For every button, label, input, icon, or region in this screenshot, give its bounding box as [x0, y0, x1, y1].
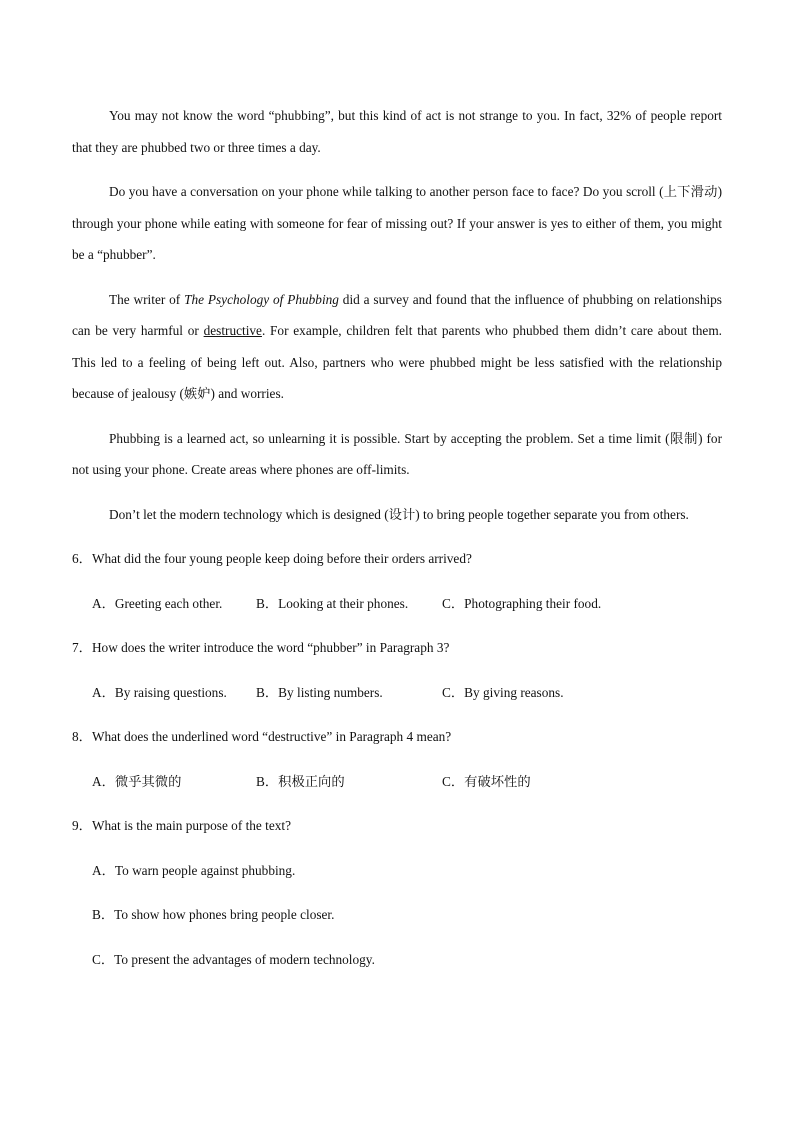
question-number: 6．	[72, 551, 92, 566]
option-b: B．积极正向的	[256, 773, 345, 789]
paragraph-3-lead: The writer of	[109, 291, 185, 307]
question-6-options	[72, 588, 722, 620]
option-b: B．To show how phones bring people closer.	[92, 907, 335, 922]
passage-paragraph-3	[72, 284, 722, 410]
question-8	[72, 721, 722, 753]
question-6	[72, 543, 722, 575]
passage-paragraph-1: You may not know the word “phubbing”, but this kind of act is not strange to you. In fact, 32% of people report that they are phubbed two or three times a day.	[72, 108, 722, 155]
option-a: A．By raising questions.	[92, 684, 227, 700]
question-7	[72, 632, 722, 664]
question-text: What is the main purpose of the text?	[91, 818, 291, 833]
option-c: C．有破坏性的	[442, 773, 531, 789]
question-7-options	[72, 677, 722, 709]
option-c: C．By giving reasons.	[442, 684, 564, 700]
option-a: A．Greeting each other.	[92, 595, 223, 611]
paragraph-3-middle: did a survey and found that the influence of phubbing on relationships can be very harmful or	[72, 291, 722, 338]
question-number: 8．	[72, 729, 92, 744]
question-number: 9．	[72, 818, 92, 833]
question-text: What does the underlined word “destructive” in Paragraph 4 mean?	[91, 729, 452, 744]
passage-paragraph-2: Do you have a conversation on your phone while talking to another person face to face? Do you scroll (上下滑动) through your phone while eating with someone for fear of missing out? If your answer is yes to either of them, you might be a “phubber”.	[72, 184, 722, 262]
document-page	[72, 100, 722, 988]
passage-paragraph-4: Phubbing is a learned act, so unlearning it is possible. Start by accepting the problem. Set a time limit (限制) for not using your phone. Create areas where phones are off-limits.	[72, 430, 722, 477]
question-9	[72, 810, 722, 842]
underlined-word: destructive	[203, 323, 262, 338]
question-8-options	[72, 766, 722, 798]
passage-paragraph-5: Don’t let the modern technology which is designed (设计) to bring people together separate you from others.	[109, 506, 689, 522]
option-c: C．To present the advantages of modern technology.	[92, 951, 375, 967]
book-title: The Psychology of Phubbing	[184, 291, 339, 307]
option-c: C．Photographing their food.	[442, 595, 602, 611]
paragraph-3-tail: . For example, children felt that parents who phubbed them didn’t care about them. This led to a feeling of being left out. Also, partners who were phubbed might be less satisfied with the relationship because of jealousy (嫉妒) and worries.	[72, 323, 722, 401]
question-text: What did the four young people keep doing before their orders arrived?	[91, 551, 472, 566]
option-a: A．To warn people against phubbing.	[92, 862, 296, 878]
question-text: How does the writer introduce the word “phubber” in Paragraph 3?	[91, 640, 450, 655]
option-a: A．微乎其微的	[92, 773, 182, 789]
question-number: 7．	[72, 640, 92, 655]
option-b: B．By listing numbers.	[256, 684, 383, 700]
option-b: B．Looking at their phones.	[256, 595, 409, 611]
